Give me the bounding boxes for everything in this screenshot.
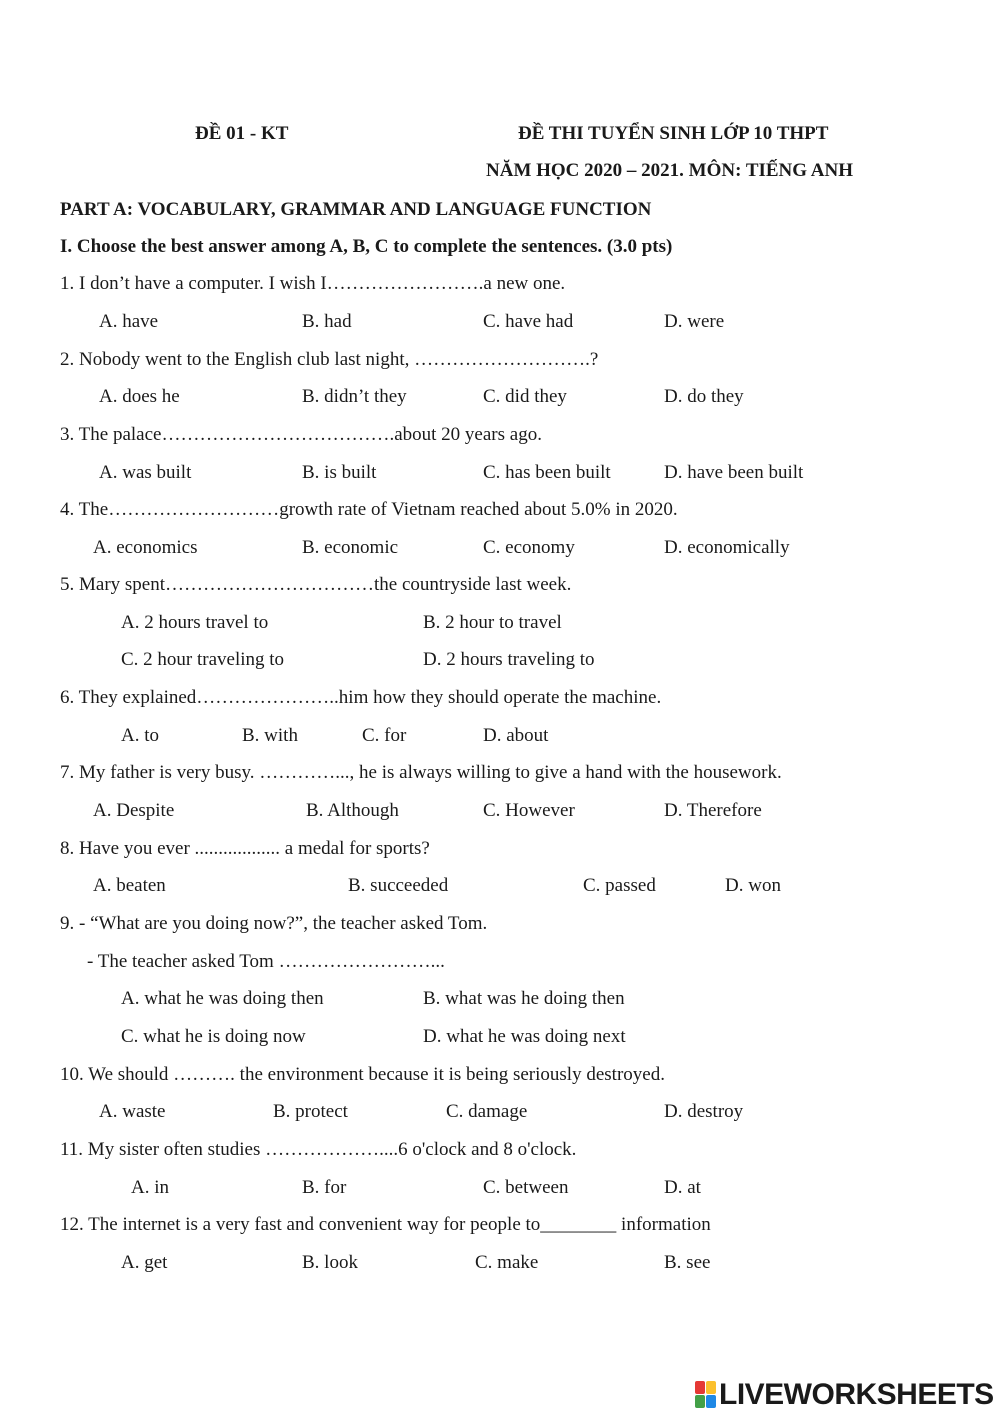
question-5-option-d[interactable]: D. 2 hours traveling to [423, 649, 595, 670]
question-9-option-d[interactable]: D. what he was doing next [423, 1026, 626, 1047]
question-11-option-c[interactable]: C. between [483, 1177, 569, 1198]
question-7-option-a[interactable]: A. Despite [93, 800, 175, 821]
question-1-option-c[interactable]: C. have had [483, 311, 574, 332]
question-3-option-b[interactable]: B. is built [302, 462, 377, 483]
question-9-option-b[interactable]: B. what was he doing then [423, 988, 625, 1009]
question-6-option-a[interactable]: A. to [121, 725, 159, 746]
question-4-stem: 4. The………………………growth rate of Vietnam reached about 5.0% in 2020. [60, 499, 678, 520]
question-1-option-d[interactable]: D. were [664, 311, 725, 332]
question-3-stem: 3. The palace……………………………….about 20 years ago. [60, 424, 542, 445]
question-12-option-a[interactable]: A. get [121, 1252, 168, 1273]
question-11-option-b[interactable]: B. for [302, 1177, 347, 1198]
question-10-option-d[interactable]: D. destroy [664, 1101, 744, 1122]
question-7-option-d[interactable]: D. Therefore [664, 800, 762, 821]
question-7-stem: 7. My father is very busy. …………..., he is always willing to give a hand with the housework. [60, 762, 782, 783]
question-3-option-d[interactable]: D. have been built [664, 462, 804, 483]
question-8-option-d[interactable]: D. won [725, 875, 781, 896]
exam-year-subject: NĂM HỌC 2020 – 2021. MÔN: TIẾNG ANH [486, 160, 853, 181]
question-4-option-d[interactable]: D. economically [664, 537, 790, 558]
question-7-option-c[interactable]: C. However [483, 800, 575, 821]
question-6-option-d[interactable]: D. about [483, 725, 549, 746]
question-12-stem: 12. The internet is a very fast and convenient way for people to________ information [60, 1214, 711, 1235]
question-9-stem-2: - The teacher asked Tom ……………………... [87, 951, 445, 972]
question-12-option-d[interactable]: B. see [664, 1252, 711, 1273]
question-3-option-c[interactable]: C. has been built [483, 462, 611, 483]
liveworksheets-logo [695, 1377, 994, 1413]
question-4-option-b[interactable]: B. economic [302, 537, 399, 558]
exam-title: ĐỀ THI TUYỂN SINH LỚP 10 THPT [518, 123, 829, 144]
question-12-option-c[interactable]: C. make [475, 1252, 539, 1273]
question-10-option-c[interactable]: C. damage [446, 1101, 528, 1122]
question-10-option-b[interactable]: B. protect [273, 1101, 348, 1122]
question-7-option-b[interactable]: B. Although [306, 800, 399, 821]
question-1-stem: 1. I don’t have a computer. I wish I…………………….a new one. [60, 273, 566, 294]
liveworksheets-mark-icon [695, 1381, 717, 1409]
question-12-option-b[interactable]: B. look [302, 1252, 358, 1273]
question-6-stem: 6. They explained…………………..him how they should operate the machine. [60, 687, 662, 708]
liveworksheets-logo-text: LIVEWORKSHEETS [719, 1378, 994, 1411]
question-4-option-c[interactable]: C. economy [483, 537, 575, 558]
section-i-instruction: I. Choose the best answer among A, B, C to complete the sentences. (3.0 pts) [60, 236, 673, 257]
question-5-option-c[interactable]: C. 2 hour traveling to [121, 649, 285, 670]
question-8-option-c[interactable]: C. passed [583, 875, 656, 896]
question-2-option-a[interactable]: A. does he [99, 386, 180, 407]
question-11-option-d[interactable]: D. at [664, 1177, 701, 1198]
question-2-option-c[interactable]: C. did they [483, 386, 567, 407]
question-2-stem: 2. Nobody went to the English club last night, ……………………….? [60, 349, 599, 370]
question-3-option-a[interactable]: A. was built [99, 462, 192, 483]
question-8-stem: 8. Have you ever .................. a medal for sports? [60, 838, 430, 859]
question-9-stem: 9. - “What are you doing now?”, the teacher asked Tom. [60, 913, 488, 934]
question-10-option-a[interactable]: A. waste [99, 1101, 166, 1122]
part-a-title: PART A: VOCABULARY, GRAMMAR AND LANGUAGE FUNCTION [60, 199, 652, 220]
question-8-option-b[interactable]: B. succeeded [348, 875, 449, 896]
question-9-option-a[interactable]: A. what he was doing then [121, 988, 324, 1009]
question-6-option-c[interactable]: C. for [362, 725, 407, 746]
question-4-option-a[interactable]: A. economics [93, 537, 198, 558]
question-5-option-a[interactable]: A. 2 hours travel to [121, 612, 269, 633]
question-9-option-c[interactable]: C. what he is doing now [121, 1026, 306, 1047]
question-11-option-a[interactable]: A. in [131, 1177, 169, 1198]
question-10-stem: 10. We should ………. the environment because it is being seriously destroyed. [60, 1064, 665, 1085]
question-2-option-b[interactable]: B. didn’t they [302, 386, 407, 407]
question-2-option-d[interactable]: D. do they [664, 386, 744, 407]
exam-code: ĐỀ 01 - KT [195, 123, 289, 144]
question-6-option-b[interactable]: B. with [242, 725, 298, 746]
question-5-stem: 5. Mary spent……………………………the countryside last week. [60, 574, 572, 595]
question-5-option-b[interactable]: B. 2 hour to travel [423, 612, 562, 633]
question-11-stem: 11. My sister often studies ………………....6 o'clock and 8 o'clock. [60, 1139, 577, 1160]
question-1-option-b[interactable]: B. had [302, 311, 352, 332]
question-8-option-a[interactable]: A. beaten [93, 875, 166, 896]
question-1-option-a[interactable]: A. have [99, 311, 159, 332]
